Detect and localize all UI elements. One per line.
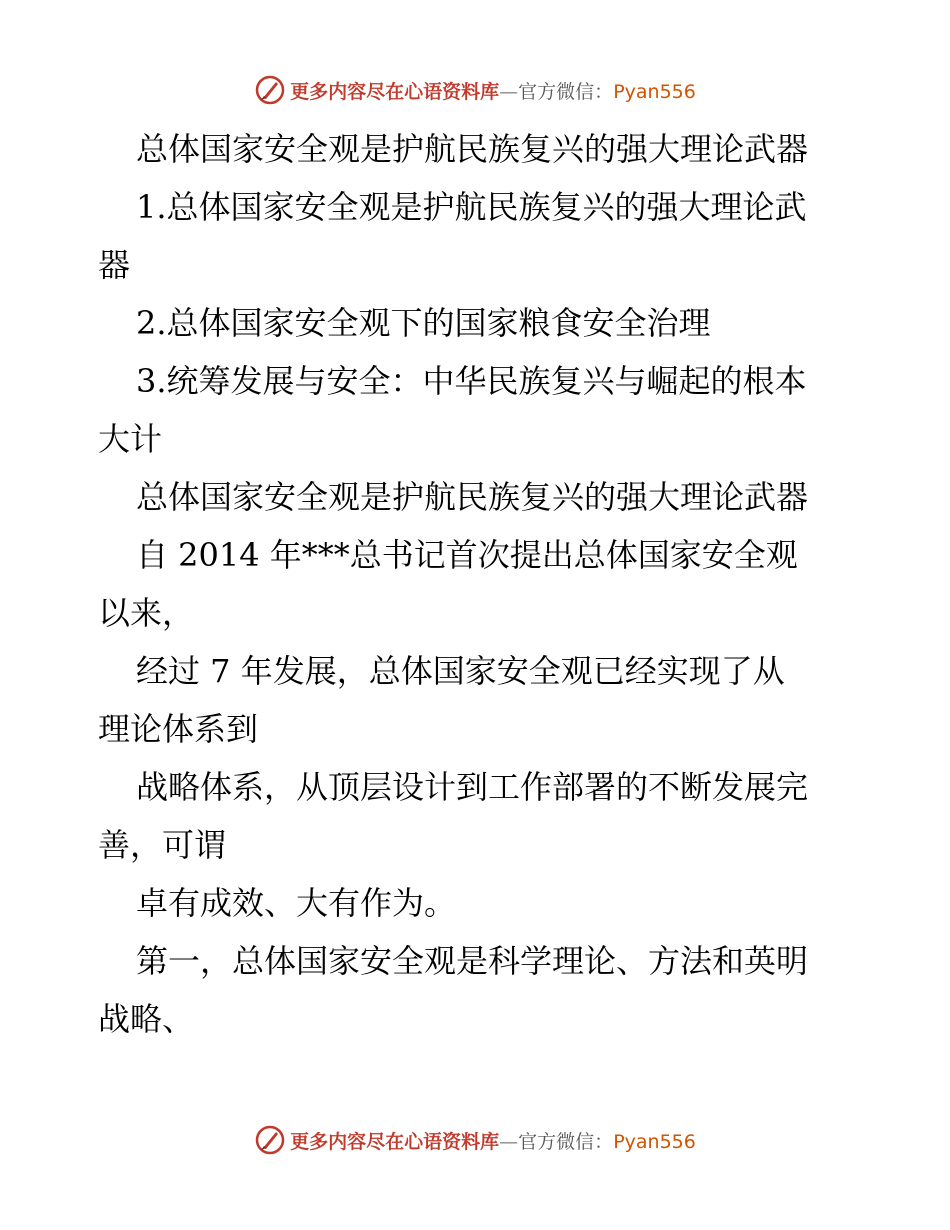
banner-wechat-label: 官方微信：	[518, 80, 614, 103]
document-body	[98, 120, 858, 1048]
banner-wechat-id: Pyan556	[613, 80, 696, 103]
quill-pen-logo-icon	[254, 1124, 286, 1156]
document-line: 理论体系到	[98, 710, 259, 748]
document-line: 1.总体国家安全观是护航民族复兴的强大理论武	[136, 188, 807, 226]
document-line: 经过 7 年发展，总体国家安全观已经实现了从	[136, 652, 785, 690]
banner-wechat-label: 官方微信：	[518, 1130, 614, 1153]
document-line: 总体国家安全观是护航民族复兴的强大理论武器	[136, 478, 809, 516]
document-line: 战略体系，从顶层设计到工作部署的不断发展完	[136, 768, 809, 806]
banner-main-text: 更多内容尽在心语资料库	[290, 80, 500, 103]
document-line: 第一，总体国家安全观是科学理论、方法和英明	[136, 942, 809, 980]
document-line: 器	[98, 246, 131, 284]
banner-text	[290, 77, 696, 104]
document-line: 总体国家安全观是护航民族复兴的强大理论武器	[136, 130, 809, 168]
banner-main-text: 更多内容尽在心语资料库	[290, 1130, 500, 1153]
footer-banner	[0, 1120, 950, 1160]
document-line: 卓有成效、大有作为。	[136, 884, 457, 922]
document-line: 大计	[98, 420, 163, 458]
header-banner	[0, 70, 950, 110]
banner-text	[290, 1127, 696, 1154]
document-line: 3.统筹发展与安全：中华民族复兴与崛起的根本	[136, 362, 807, 400]
document-line: 自 2014 年***总书记首次提出总体国家安全观	[136, 536, 798, 574]
document-line: 2.总体国家安全观下的国家粮食安全治理	[136, 304, 711, 342]
document-line: 以来，	[98, 594, 195, 632]
banner-dash: —	[499, 80, 519, 103]
document-line: 战略、	[98, 1000, 195, 1038]
banner-dash: —	[499, 1130, 519, 1153]
banner-wechat-id: Pyan556	[613, 1130, 696, 1153]
document-line: 善，可谓	[98, 826, 227, 864]
quill-pen-logo-icon	[254, 74, 286, 106]
